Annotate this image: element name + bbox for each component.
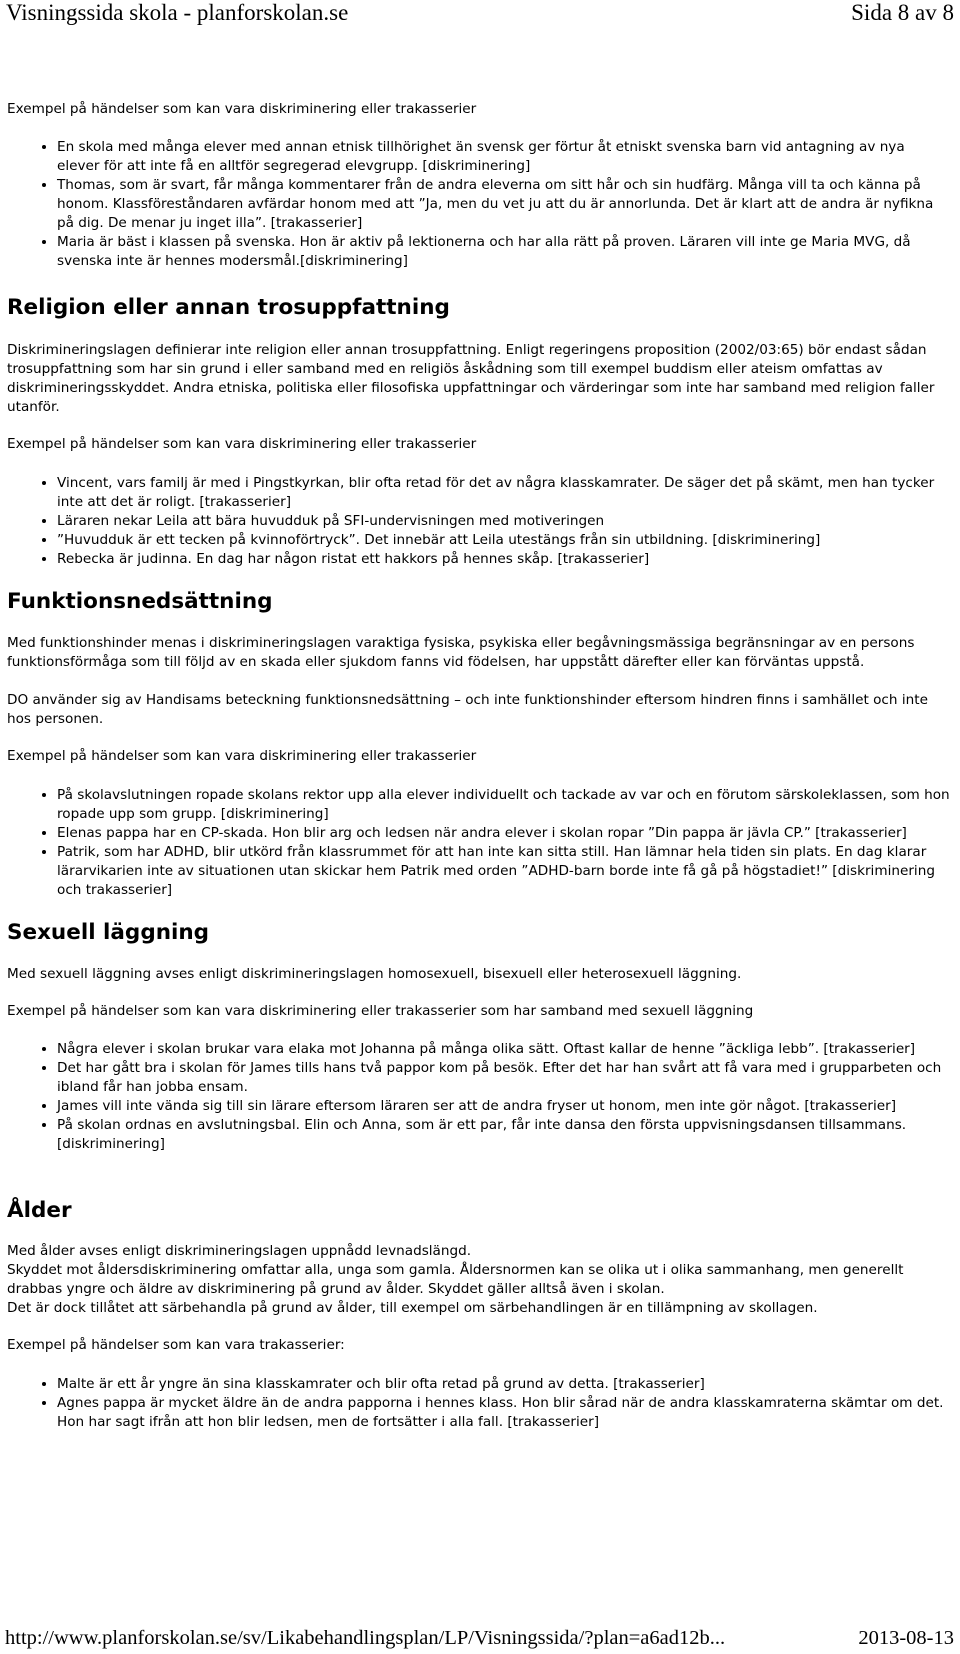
list-item: • Malte är ett år yngre än sina klasskamrater och blir ofta retad på grund av detta. [trakasserier]: [57, 1375, 951, 1394]
examples-list: [7, 474, 951, 569]
list-item: • Läraren nekar Leila att bära huvudduk på SFI-undervisningen med motiveringen: [57, 512, 951, 531]
list-item: • Agnes pappa är mycket äldre än de andra papporna i hennes klass. Hon blir sårad när de andra klasskamraterna skämtar om det. Hon har sagt ifrån att hon blir ledsen, men de fortsätter i alla fall. [trakasserier]: [57, 1394, 951, 1432]
section-religion: [7, 295, 951, 569]
print-header: [0, 0, 960, 30]
examples-intro: Exempel på händelser som kan vara diskriminering eller trakasserier: [7, 748, 477, 764]
list-item: • Det har gått bra i skolan för James tills hans två pappor kom på besök. Efter det har han svårt att få vara med i grupparbeten och ibland får han jobba ensam.: [57, 1059, 951, 1097]
list-item: • Thomas, som är svart, får många kommentarer från de andra eleverna om sitt hår och sin hudfärg. Många vill ta och känna på honom. Klassföreståndaren avfärdar honom med att ”Ja, men du vet ju att du är annorlunda. Det är klart att de andra är nyfikna på dig. De menar ju inget illa”. [trakasserier]: [57, 176, 951, 233]
section-body: Med sexuell läggning avses enligt diskrimineringslagen homosexuell, bisexuell eller heterosexuell läggning.: [7, 966, 742, 982]
print-footer: [0, 1626, 960, 1654]
list-item: • Vincent, vars familj är med i Pingstkyrkan, blir ofta retad för det av några klasskamrater. De säger det på skämt, men han tycker inte att det är roligt. [trakasserier]: [57, 474, 951, 512]
examples-list: [7, 138, 951, 271]
examples-list: [7, 1040, 951, 1154]
print-footer-date: 2013-08-13: [858, 1627, 954, 1649]
list-item: • Patrik, som har ADHD, blir utkörd från klassrummet för att han inte kan sitta still. Han lämnar hela tiden sin plats. En dag klarar lärarvikarien inte av situationen utan skickar hem Patrik med orden ”ADHD-barn borde inte få gå på högstadiet!” [diskriminering och trakasserier]: [57, 843, 951, 900]
section-body: Det är dock tillåtet att särbehandla på grund av ålder, till exempel om särbehandlingen är en tillämpning av skollagen.: [7, 1300, 818, 1316]
section-body: DO använder sig av Handisams beteckning funktionsnedsättning – och inte funktionshinder eftersom hindren finns i samhället och inte hos personen.: [7, 692, 928, 727]
section-body: Med ålder avses enligt diskrimineringslagen uppnådd levnadslängd.: [7, 1243, 472, 1259]
section-etnisk: [7, 100, 951, 271]
examples-list: [7, 786, 951, 900]
list-item: • Elenas pappa har en CP-skada. Hon blir arg och ledsen när andra elever i skolan ropar ”Din pappa är jävla CP.” [trakasserier]: [57, 824, 951, 843]
examples-intro: Exempel på händelser som kan vara trakasserier:: [7, 1337, 345, 1353]
examples-list: [7, 1375, 951, 1432]
section-heading: Ålder: [7, 1198, 72, 1223]
list-item: • En skola med många elever med annan etnisk tillhörighet än svensk ger förtur åt etniskt svenska barn vid antagning av nya elever för att inte få en alltför segregerad elevgrupp. [diskriminering]: [57, 138, 951, 176]
list-item: • Några elever i skolan brukar vara elaka mot Johanna på många olika sätt. Oftast kallar de henne ”äckliga lebb”. [trakasserier]: [57, 1040, 951, 1059]
section-heading: Sexuell läggning: [7, 920, 210, 945]
print-header-page: Sida 8 av 8: [851, 0, 954, 25]
section-alder: [7, 1198, 951, 1432]
section-heading: Religion eller annan trosuppfattning: [7, 295, 450, 320]
section-body: Skyddet mot åldersdiskriminering omfattar alla, unga som gamla. Åldersnormen kan se olika ut i olika sammanhang, men generellt drabbas yngre och äldre av diskriminering på grund av ålder. Skyddet gäller alltså även i skolan.: [7, 1262, 904, 1297]
section-funktion: [7, 589, 951, 900]
examples-intro: Exempel på händelser som kan vara diskriminering eller trakasserier: [7, 436, 477, 452]
examples-intro: Exempel på händelser som kan vara diskriminering eller trakasserier: [7, 101, 477, 117]
print-footer-url: http://www.planforskolan.se/sv/Likabehandlingsplan/LP/Visningssida/?plan=a6ad12b...: [5, 1627, 726, 1649]
list-item: • På skolan ordnas en avslutningsbal. Elin och Anna, som är ett par, får inte dansa den första uppvisningsdansen tillsammans. [diskriminering]: [57, 1116, 951, 1154]
section-body: Diskrimineringslagen definierar inte religion eller annan trosuppfattning. Enligt regeringens proposition (2002/03:65) bör endast sådan trosuppfattning som har sin grund i eller samband med en religiös åskådning som till exempel buddism eller ateism omfattas av diskrimineringsskyddet. Andra etniska, politiska eller filosofiska uppfattningar och värderingar som inte har samband med religion faller utanför.: [7, 342, 935, 415]
list-item: • Rebecka är judinna. En dag har någon ristat ett hakkors på hennes skåp. [trakasserier]: [57, 550, 951, 569]
section-body: Med funktionshinder menas i diskrimineringslagen varaktiga fysiska, psykiska eller begåvningsmässiga begränsningar av en persons funktionsförmåga som till följd av en skada eller sjukdom fanns vid födelsen, har uppstått därefter eller kan förväntas uppstå.: [7, 635, 915, 670]
section-sexuell: [7, 920, 951, 1154]
examples-intro: Exempel på händelser som kan vara diskriminering eller trakasserier som har samband med sexuell läggning: [7, 1003, 754, 1019]
list-item: • James vill inte vända sig till sin lärare eftersom läraren ser att de andra fryser ut honom, men inte gör något. [trakasserier]: [57, 1097, 951, 1116]
list-item: • På skolavslutningen ropade skolans rektor upp alla elever individuellt och tackade av var och en förutom särskoleklassen, som hon ropade upp som grupp. [diskriminering]: [57, 786, 951, 824]
print-header-title: Visningssida skola - planforskolan.se: [6, 0, 349, 25]
list-item: • ”Huvudduk är ett tecken på kvinnoförtryck”. Det innebär att Leila utestängs från sin utbildning. [diskriminering]: [57, 531, 951, 550]
list-item: • Maria är bäst i klassen på svenska. Hon är aktiv på lektionerna och har alla rätt på proven. Läraren vill inte ge Maria MVG, då svenska inte är hennes modersmål.[diskriminering]: [57, 233, 951, 271]
section-heading: Funktionsnedsättning: [7, 589, 273, 614]
document-content: [7, 100, 951, 1432]
